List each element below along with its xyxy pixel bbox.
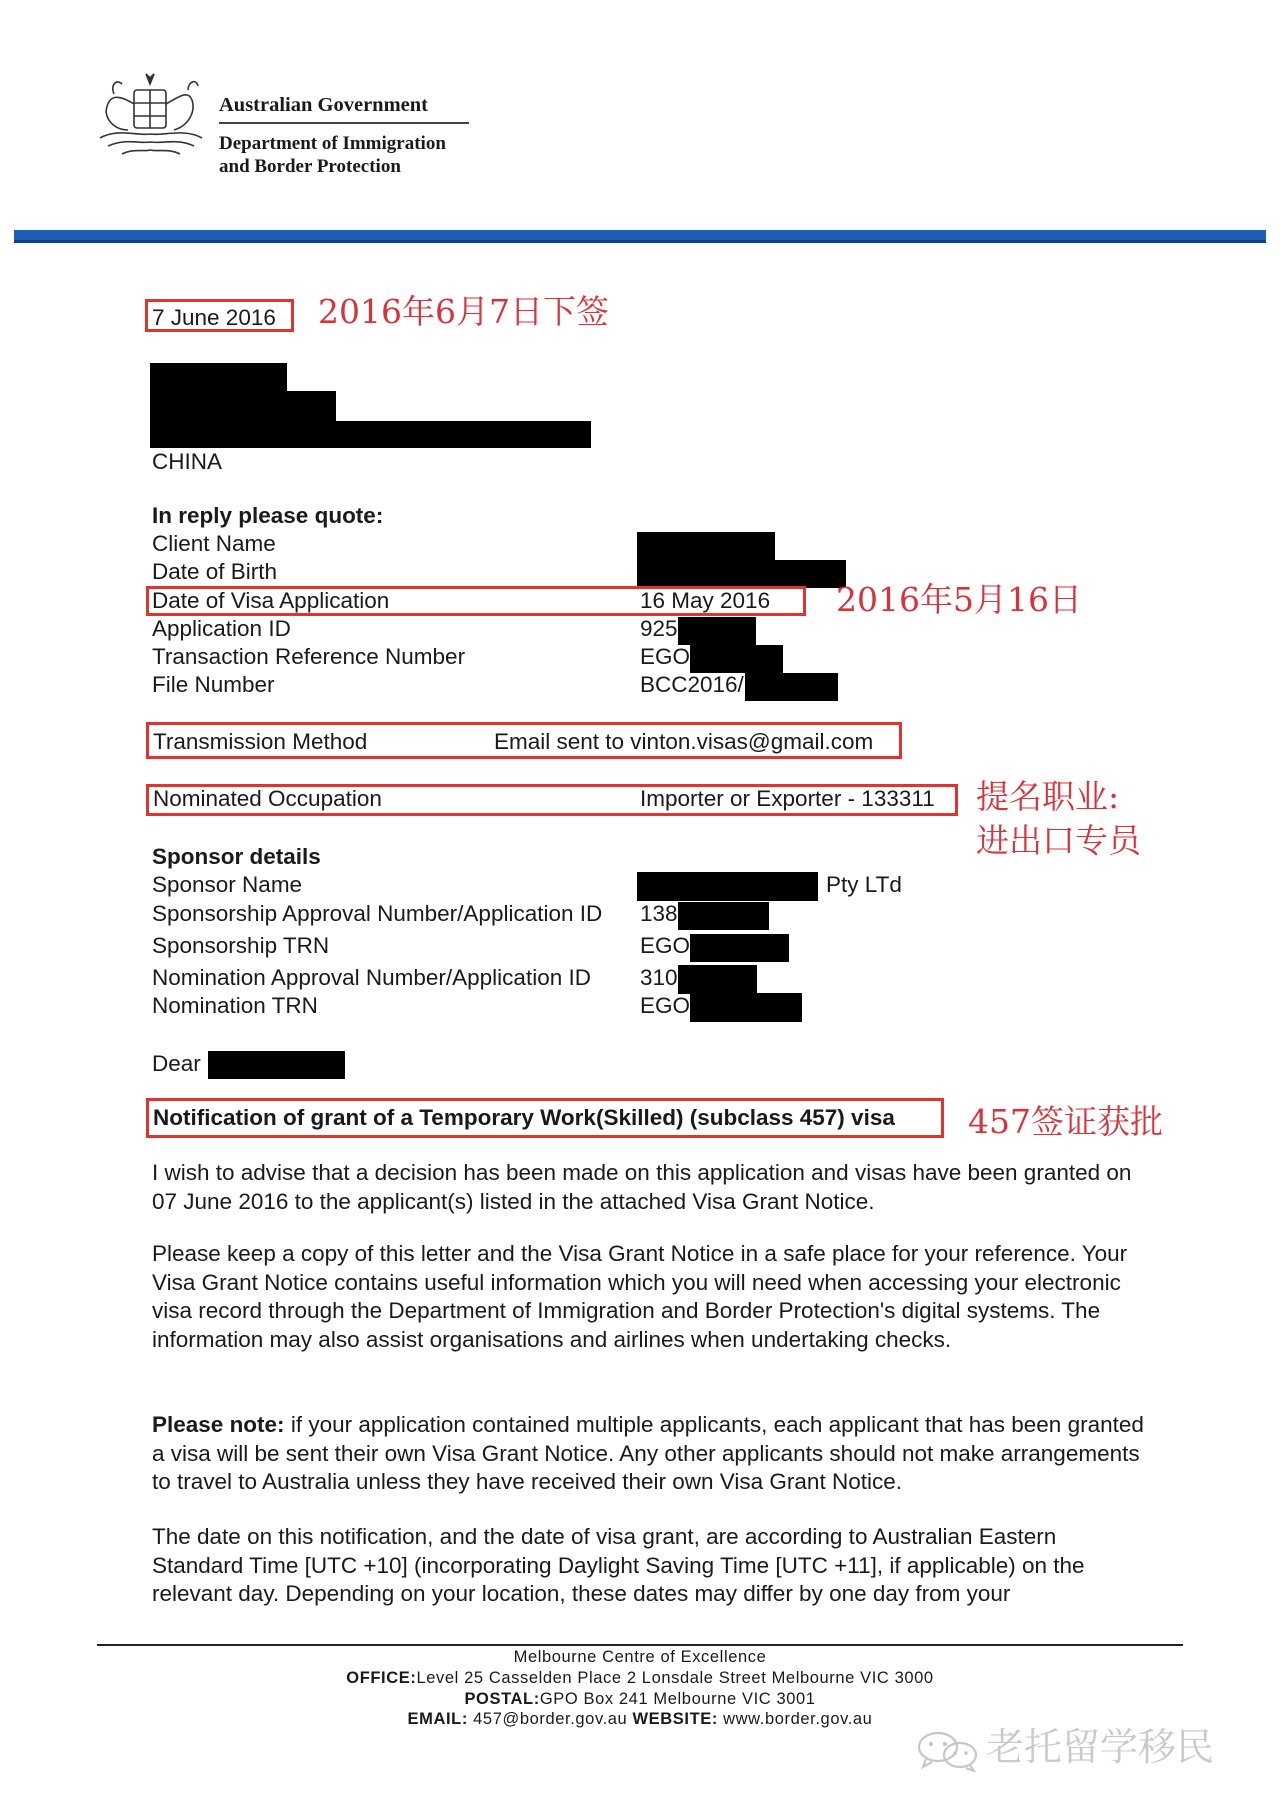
- paragraph-please-note-text: if your application contained multiple applicants, each applicant that has been granted a visa will be sent their own Visa Grant Notice. Any other applicants should not make arrangements to travel to Australia unless they have received their own Visa Grant Notice.: [152, 1412, 1144, 1494]
- department-name-line1: Department of Immigration: [219, 133, 446, 154]
- footer-centre: Melbourne Centre of Excellence: [513, 1648, 767, 1666]
- nomination-trn-label: Nomination TRN: [152, 993, 318, 1018]
- field-value-visa-application-date: 16 May 2016: [640, 588, 771, 613]
- address-country: CHINA: [152, 449, 223, 474]
- field-value-application-id: 925: [640, 616, 678, 641]
- field-label-application-id: Application ID: [152, 616, 291, 641]
- coat-of-arms-logo: [88, 64, 212, 164]
- sponsorship-trn-value: EGO: [640, 933, 691, 958]
- field-value-file-number: BCC2016/: [640, 672, 744, 697]
- sponsor-name-suffix: Pty LTd: [826, 872, 902, 897]
- paragraph-decision-text: I wish to advise that a decision has been made on this application and visas have been granted on 07 June 2016 to the applicant(s) listed in the attached Visa Grant Notice.: [152, 1160, 1132, 1214]
- redacted-addressee: [208, 1051, 345, 1079]
- annotation-occupation-line2: 进出口专员: [976, 821, 1141, 860]
- paragraph-keep-copy: [152, 1240, 1152, 1354]
- highlight-box-subject: [146, 1098, 944, 1138]
- footer-email-value[interactable]: 457@border.gov.au: [467, 1710, 633, 1728]
- watermark-text: 老托留学移民: [986, 1725, 1215, 1769]
- sponsor-heading: Sponsor details: [152, 844, 321, 869]
- redacted-date-of-birth: [637, 560, 846, 588]
- field-value-transaction-reference: EGO: [640, 644, 691, 669]
- field-label-file-number: File Number: [152, 672, 275, 697]
- paragraph-decision: [152, 1159, 1152, 1216]
- redacted-sponsor-name: [637, 872, 818, 901]
- salutation: Dear: [152, 1051, 201, 1076]
- paragraph-timezone-text: The date on this notification, and the date of visa grant, are according to Australian Eastern Standard Time [UTC +10] (incorporating Daylight Saving Time [UTC +11], if applicable) on the relevant day. Depending on your location, these dates may differ by one day from your: [152, 1524, 1085, 1606]
- paragraph-timezone: [152, 1523, 1152, 1609]
- org-divider: [219, 122, 469, 124]
- redacted-address-line2: [150, 391, 336, 421]
- annotation-date: 2016年6月7日下签: [318, 292, 609, 331]
- footer-website-label: WEBSITE:: [632, 1710, 718, 1728]
- transmission-value: Email sent to vinton.visas@gmail.com: [494, 729, 874, 754]
- annotation-occupation-line1: 提名职业:: [976, 777, 1120, 816]
- footer-postal-label: POSTAL:: [464, 1690, 540, 1708]
- field-label-visa-application-date: Date of Visa Application: [152, 588, 390, 613]
- redacted-sponsorship-approval: [678, 902, 769, 930]
- footer-postal-value: GPO Box 241 Melbourne VIC 3001: [539, 1690, 816, 1708]
- redacted-address-line1: [150, 363, 287, 391]
- annotation-application-date: 2016年5月16日: [836, 580, 1082, 619]
- highlight-box-application-date: [146, 586, 806, 616]
- transmission-label: Transmission Method: [153, 729, 368, 754]
- redacted-client-name: [637, 532, 775, 560]
- paragraph-please-note: [152, 1411, 1152, 1497]
- footer-rule: [97, 1644, 1183, 1646]
- nomination-approval-label: Nomination Approval Number/Application ID: [152, 965, 591, 990]
- highlight-box-occupation: [146, 784, 958, 816]
- footer-office-value: Level 25 Casselden Place 2 Lonsdale Street Melbourne VIC 3000: [416, 1669, 934, 1687]
- sponsor-name-label: Sponsor Name: [152, 872, 303, 897]
- occupation-label: Nominated Occupation: [153, 786, 382, 811]
- wechat-icon: [916, 1730, 982, 1772]
- org-name: Australian Government: [219, 94, 428, 116]
- nomination-approval-value: 310: [640, 965, 678, 990]
- department-name-line2: and Border Protection: [219, 156, 401, 177]
- field-label-transaction-reference: Transaction Reference Number: [152, 644, 466, 669]
- please-note-lead: Please note:: [152, 1412, 285, 1437]
- highlight-box-transmission: [146, 722, 902, 759]
- sponsorship-approval-label: Sponsorship Approval Number/Application ID: [152, 901, 603, 926]
- redacted-application-id: [678, 617, 756, 645]
- redacted-nomination-approval: [678, 965, 757, 994]
- occupation-value: Importer or Exporter - 133311: [640, 786, 935, 811]
- quote-heading: In reply please quote:: [152, 503, 384, 528]
- annotation-grant: 457签证获批: [968, 1102, 1163, 1141]
- footer-email-label: EMAIL:: [407, 1710, 468, 1728]
- footer-postal: [0, 1689, 1280, 1710]
- footer-office-label: OFFICE:: [346, 1669, 417, 1687]
- redacted-address-line3: [150, 421, 591, 448]
- nomination-trn-value: EGO: [640, 993, 691, 1018]
- sponsorship-trn-label: Sponsorship TRN: [152, 933, 330, 958]
- field-label-client-name: Client Name: [152, 531, 276, 556]
- letter-subject: Notification of grant of a Temporary Work(Skilled) (subclass 457) visa: [153, 1105, 895, 1130]
- highlight-box-date: [145, 299, 294, 332]
- footer-office: [0, 1668, 1280, 1689]
- redacted-sponsorship-trn: [690, 934, 789, 962]
- footer-website-value[interactable]: www.border.gov.au: [717, 1710, 873, 1728]
- sponsorship-approval-value: 138: [640, 901, 678, 926]
- redacted-nomination-trn: [690, 993, 802, 1022]
- letter-date: 7 June 2016: [152, 305, 276, 330]
- paragraph-keep-copy-text: Please keep a copy of this letter and the Visa Grant Notice in a safe place for your reference. Your Visa Grant Notice contains useful information which you will need when accessing your electronic visa record through the Department of Immigration and Border Protection's digital systems. The information may also assist organisations and airlines when undertaking checks.: [152, 1241, 1128, 1352]
- redacted-file-number: [745, 673, 838, 701]
- field-label-date-of-birth: Date of Birth: [152, 559, 278, 584]
- header-rule: [14, 230, 1266, 243]
- redacted-transaction-reference: [690, 645, 783, 673]
